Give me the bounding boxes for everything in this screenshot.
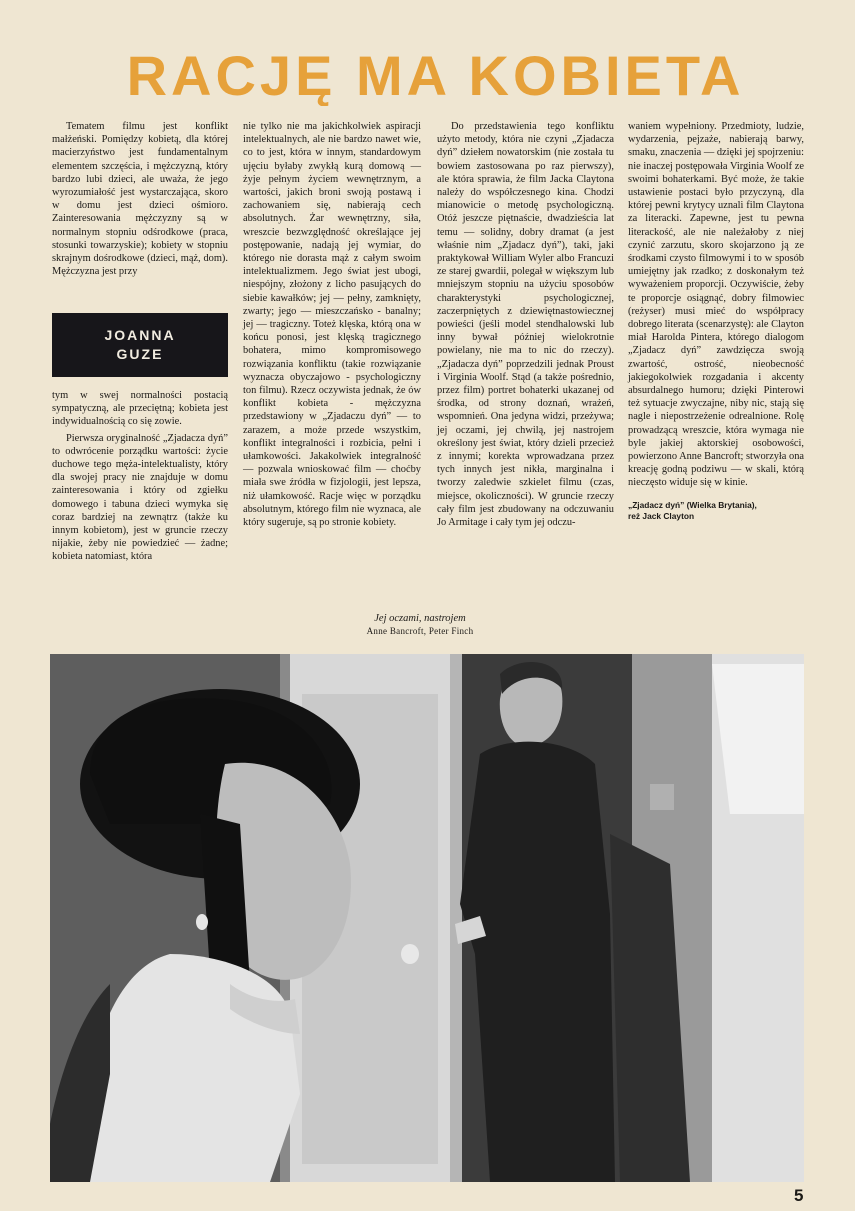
paragraph: waniem wypełniony. Przedmioty, ludzie, wydarzenia, pejzaże, nabierają barwy, smaku, znaczenia — dzięki jej spojrzeniu: nie inaczej postępowała Virginia Woolf ze swoimi bohaterkami. Być może, że takie ustawienie postaci było przyczyną, dla której pewni krytycy uznali film Claytona za literacki. Zapewne, jest tu pewna literackość, ale nie należałoby z niej czynić zarzutu, skoro skojarzono ją ze środkami czysto filmowymi i to w sposób umiejętny jak rzadko; z doskonałym też wyważeniem proporcji. Oczywiście, żeby te proporcje osiągnąć, dobry filmowiec (reżyser) musi mieć do współpracy dobrego literata (scenarzystę): ale Clayton miał Harolda Pintera, którego dialogom „Zjadacz dyń” zawdzięcza swoją zwartość, ostrość, nieobecność jakiegokolwiek rozgadania i akcenty absurdalnego humoru; dzięki Pinterowi też sytuacje zwyczajne, niby nic, stają się nagle i niepostrzeżenie odrealnione. Rolę prowadzącą wreszcie, która wymaga nie byle jakiej aktorskiej osobowości, powierzono Anne Bancroft; stworzyła ona kreację godną podziwu — w skali, którą nieczęsto widuje się w kinie. <box>628 121 805 489</box>
film-still-illustration <box>50 654 804 1182</box>
paragraph: Tematem filmu jest konflikt małżeński. Pomiędzy kobietą, dla której macierzyństwo jest fundamentalnym elementem szczęścia, i mężczyzną, który bardzo lubi dzieci, ale uważa, że jego wyrozumiałość jest wystarczająca, skoro w domu jest dzieci ośmioro. Zainteresowania mężczyzny są w normalnym stopniu odśrodkowe (praca, stosunki towarzyskie); kobiety w stopniu skrajnym dośrodkowe (dzieci, mąż, dom). Mężczyzna jest przy <box>52 121 228 278</box>
film-still-photo <box>50 654 804 1182</box>
paragraph: nie tylko nie ma jakichkolwiek aspiracji intelektualnych, ale nie bardzo nawet wie, co to jest, która w innym, standardowym ujęciu byłaby zwykłą kurą domową — żyje pełnym życiem wewnętrznym, a wartości, jakich broni swoją postawą i zachowaniem się, nabierają cech absolutnych. Żar wewnętrzny, siła, wreszcie bezwzględność określające jej postępowanie, nadają jej wymiar, do którego nie dorasta mąż z całym swoim intelektualizmem. Jego świat jest ubogi, niespójny, złożony z licho pasujących do siebie kawałków; jej — pełny, zamknięty, zwarty; jego — mieszczańsko - banalny; jej — tragiczny. Toteż klęska, którą ona w końcu ponosi, jest klęską tragicznego bohatera, mimo kompromisowego rozwiązania konfliktu (takie rozwiązanie wyznacza obyczajowo - psychologiczny ton filmu). Rzecz oczywista jednak, że ów konflikt kobieta - mężczyzna przedstawiony w „Zjadaczu dyń” — to zarazem, a może przede wszystkim, konflikt integralności i rozbicia, pełni i ułamkowości. Jakakolwiek integralność — pozwala wnioskować film — choćby miała swe źródła w fizjologii, jest lepsza, niż ułamkowość. Racje więc w porządku absolutnym, którego film nie wyznaca, ale który sugeruje, są po stronie kobiety. <box>243 121 421 529</box>
film-credit-title: „Zjadacz dyń” (Wielka Brytania), <box>628 499 757 510</box>
film-credit-director: reż Jack Clayton <box>628 510 695 521</box>
paragraph: tym w swej normalności postacią sympatyczną, ale przeciętną; kobieta jest indywidualnością co się zowie. <box>52 390 228 428</box>
film-credit <box>628 500 804 522</box>
text-column-2 <box>243 120 421 529</box>
caption-actors: Anne Bancroft, Peter Finch <box>366 626 474 636</box>
page-number: 5 <box>794 1186 804 1205</box>
author-first-name: JOANNA <box>104 327 176 343</box>
paragraph: Pierwsza oryginalność „Zjadacza dyń” to odwrócenie porządku wartości: życie duchowe tego męża-intelektualisty, który dla swojej pracy nie znajduje w domu zainteresowania i który od zgiełku domowego i tabuna dzieci wymyka się coraz bardziej na zewnątrz (także ku innym kobietom), jest w gruncie rzeczy nijakie, żeby nie powiedzieć — żadne; kobieta natomiast, która <box>52 432 228 563</box>
author-last-name: GUZE <box>116 346 164 362</box>
article-headline: RACJĘ MA KOBIETA <box>126 46 745 106</box>
text-column-1 <box>52 120 228 564</box>
text-column-4 <box>628 120 804 522</box>
paragraph: Do przedstawienia tego konfliktu użyto metody, która nie czyni „Zjadacza dyń” dziełem nowatorskim (nie została tu bowiem zastosowana po raz pierwszy), ale która sprawia, że film Jacka Claytona należy do współczesnego kina. Chodzi mianowicie o metodę psychologiczną. Otóż jeszcze piętnaście, dwadzieścia lat temu — solidny, dobry dramat (a jest właśnie nim „Zjadacz dyń”), taki, jaki praktykował William Wyler albo Francuzi ze starej gwardii, polegał w większym lub mniejszym stopniu na użyciu sposobów charakterystyki psychologicznej, zaczerpniętych z dziewiętnastowiecznej powieści (jeśli model stendhalowski lub inny bywał później wielokrotnie powielany, nie ma to nic do rzeczy). „Zjadacza dyń” poprzedzili jednak Proust i Virginia Woolf. Stąd (a także pośrednio, przez film) portret bohaterki ukazanej od środka, od strony doznań, wrażeń, wspomnień. Ona jedyna widzi, przeżywa; jej oczami, jej chwilą, jej nastrojem określony jest świat, który dzieli przecież z innymi; korekta wprowadzana przez tych innych jest nikła, marginalna i tworzy zaledwie szkielet filmu (czas, miejsce, okoliczności). W gruncie rzeczy cały film jest zbudowany na odczuwaniu Jo Armitage i cały tym jej odczu- <box>437 121 614 529</box>
author-box <box>52 313 228 377</box>
text-column-3 <box>437 120 614 529</box>
caption-title: Jej oczami, nastrojem <box>374 613 466 624</box>
photo-caption <box>330 612 510 637</box>
